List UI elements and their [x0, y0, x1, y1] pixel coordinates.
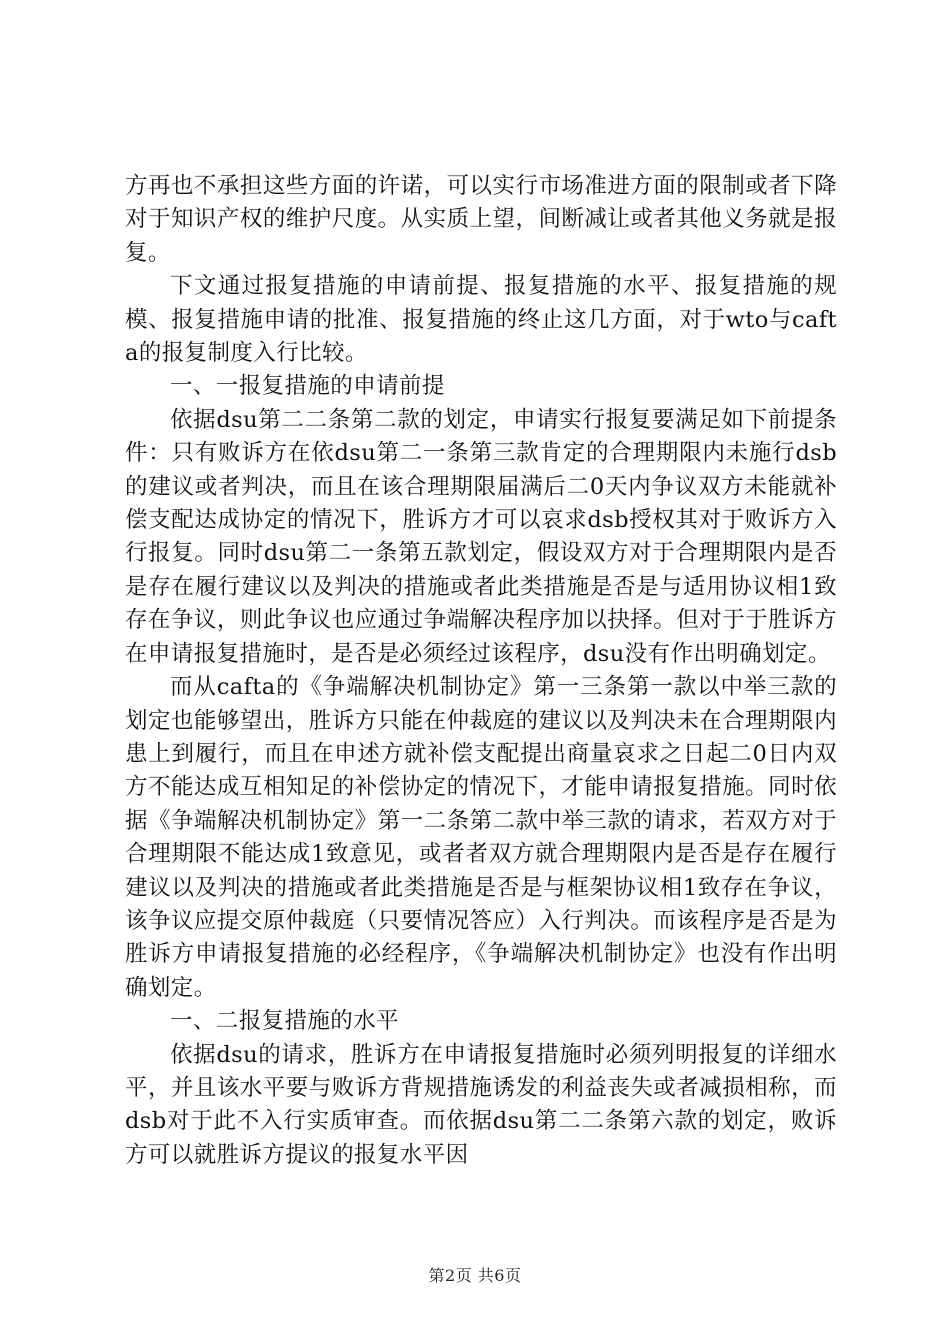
paragraph-continuation: 方再也不承担这些方面的许诺，可以实行市场准进方面的限制或者下降对于知识产权的维护尺度。从实质上望，间断减让或者其他义务就是报复。 — [125, 173, 837, 266]
document-body — [125, 170, 837, 1172]
paragraph-intro: 下文通过报复措施的申请前提、报复措施的水平、报复措施的规模、报复措施申请的批准、报复措施的终止这几方面，对于wto与cafta的报复制度入行比较。 — [125, 273, 837, 367]
paragraph-dsu-premise: 依据dsu第二二条第二款的划定，申请实行报复要满足如下前提条件：只有败诉方在依dsu第二一条第三款肯定的合理期限内未施行dsb的建议或者判决，而且在该合理期限届满后二0天内争议双方未能就补偿支配达成协定的情况下，胜诉方才可以哀求dsb授权其对于败诉方入行报复。同时dsu第二一条第五款划定，假设双方对于合理期限内是否是存在履行建议以及判决的措施或者此类措施是否是与适用协议相1致存在争议，则此争议也应通过争端解决程序加以抉择。但对于于胜诉方在申请报复措施时，是否是必须经过该程序，dsu没有作出明确划定。 — [125, 406, 837, 667]
section-heading-retaliation-level: 一、二报复措施的水平 — [170, 1008, 400, 1035]
section-heading-application-premise: 一、一报复措施的申请前提 — [170, 373, 445, 400]
paragraph-cafta-premise: 而从cafta的《争端解决机制协定》第一三条第一款以中举三款的划定也能够望出，胜诉方只能在仲裁庭的建议以及判决未在合理期限内患上到履行，而且在申述方就补偿支配提出商量哀求之日起二0日内双方不能达成互相知足的补偿协定的情况下，才能申请报复措施。同时依据《争端解决机制协定》第一二条第二款中举三款的请求，若双方对于合理期限不能达成1致意见，或者者双方就合理期限内是否是存在履行建议以及判决的措施或者此类措施是否是与框架协议相1致存在争议，该争议应提交原仲裁庭（只要情况答应）入行判决。而该程序是否是为胜诉方申请报复措施的必经程序，《争端解决机制协定》也没有作出明确划定。 — [125, 674, 837, 1001]
page-number-footer: 第2页 共6页 — [428, 1266, 522, 1285]
paragraph-dsu-level: 依据dsu的请求，胜诉方在申请报复措施时必须列明报复的详细水平，并且该水平要与败诉方背规措施诱发的利益丧失或者减损相称，而dsb对于此不入行实质审查。而依据dsu第二二条第六款的划定，败诉方可以就胜诉方提议的报复水平因 — [125, 1041, 837, 1168]
